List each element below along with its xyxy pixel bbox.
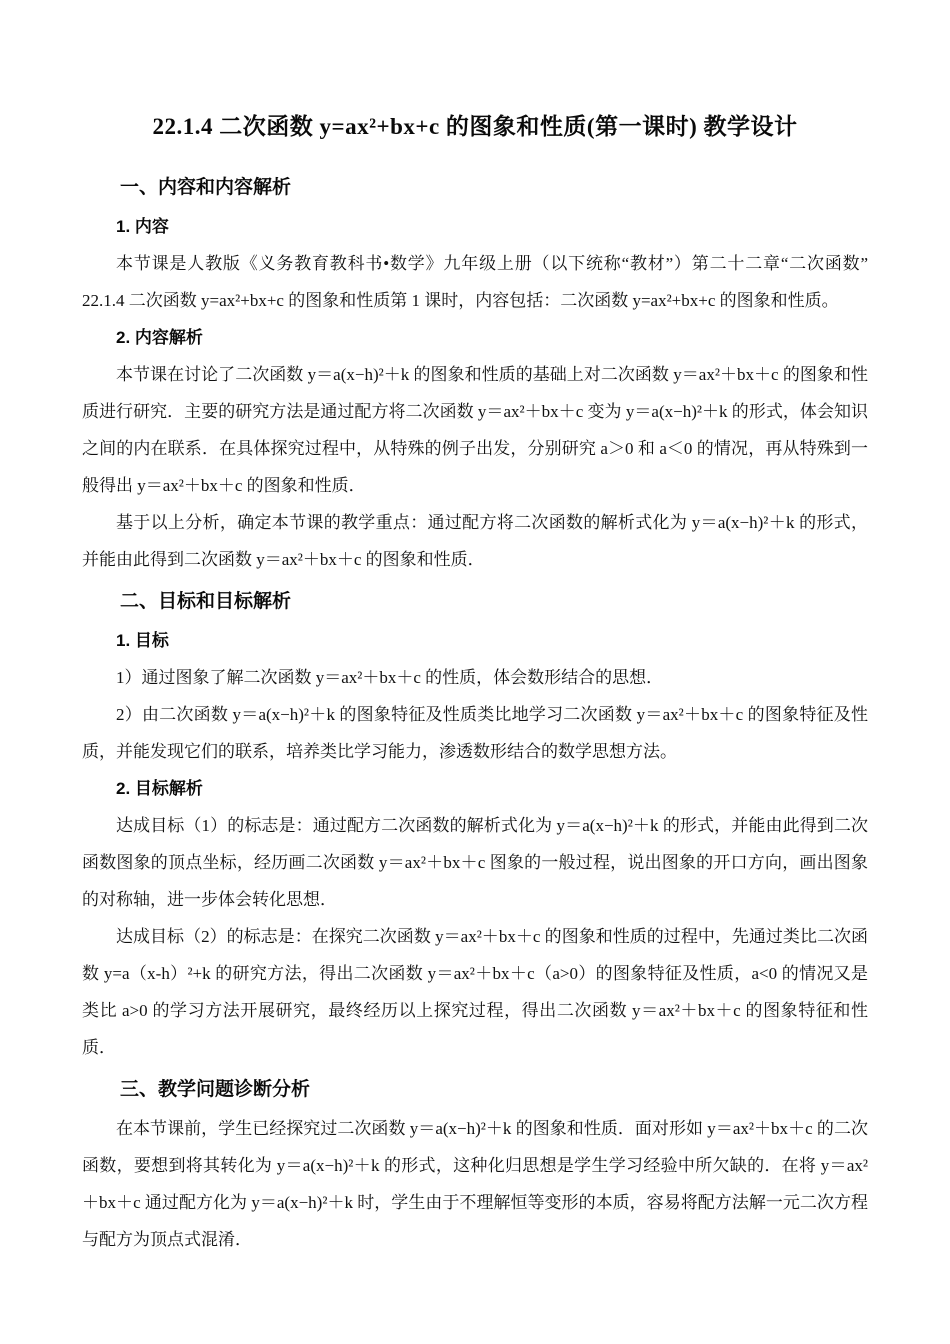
paragraph-goal-analysis-1: 达成目标（1）的标志是：通过配方二次函数的解析式化为 y＝a(x−h)²＋k 的形式，并能由此得到二次函数图象的顶点坐标，经历画二次函数 y＝ax²＋bx＋c 图象的一般过程，说出图象的开口方向，画出图象的对称轴，进一步体会转化思想． (82, 816, 868, 909)
paragraph-goal-2: 2）由二次函数 y＝a(x−h)²＋k 的图象特征及性质类比地学习二次函数 y＝ax²＋bx＋c 的图象特征及性质，并能发现它们的联系，培养类比学习能力，渗透数形结合的数学思想方法。 (82, 705, 868, 761)
paragraph-content-analysis-2: 基于以上分析，确定本节课的教学重点：通过配方将二次函数的解析式化为 y＝a(x−h)²＋k 的形式，并能由此得到二次函数 y＝ax²＋bx＋c 的图象和性质． (82, 513, 868, 569)
paragraph-content-analysis-1: 本节课在讨论了二次函数 y＝a(x−h)²＋k 的图象和性质的基础上对二次函数 y＝ax²＋bx＋c 的图象和性质进行研究．主要的研究方法是通过配方将二次函数 y＝ax²＋bx＋c 变为 y＝a(x−h)²＋k 的形式，体会知识之间的内在联系．在具体探究过程中，从特殊的例子出发，分别研究 a＞0 和 a＜0 的情况，再从特殊到一般得出 y＝ax²＋bx＋c 的图象和性质． (82, 365, 868, 495)
document-title: 22.1.4 二次函数 y=ax²+bx+c 的图象和性质(第一课时) 教学设计 (152, 114, 798, 139)
paragraph-goal-analysis-2: 达成目标（2）的标志是：在探究二次函数 y＝ax²＋bx＋c 的图象和性质的过程中，先通过类比二次函数 y=a（x-h）²+k 的研究方法，得出二次函数 y＝ax²＋bx＋c（a>0）的图象特征及性质，a<0 的情况又是类比 a>0 的学习方法开展研究，最终经历以上探究过程，得出二次函数 y＝ax²＋bx＋c 的图象特征和性质． (82, 927, 868, 1057)
paragraph-content-body: 本节课是人教版《义务教育教科书•数学》九年级上册（以下统称“教材”）第二十二章“二次函数”22.1.4 二次函数 y=ax²+bx+c 的图象和性质第 1 课时，内容包括：二次函数 y=ax²+bx+c 的图象和性质。 (82, 254, 868, 310)
subheading-goals: 1. 目标 (116, 631, 169, 650)
subheading-content-analysis: 2. 内容解析 (116, 328, 203, 347)
subheading-content: 1. 内容 (116, 217, 169, 236)
section-heading-goals: 二、目标和目标解析 (120, 591, 292, 612)
section-heading-content-analysis: 一、内容和内容解析 (120, 177, 292, 198)
subheading-goal-analysis: 2. 目标解析 (116, 779, 203, 798)
section-heading-diagnosis: 三、教学问题诊断分析 (120, 1079, 311, 1100)
paragraph-diagnosis: 在本节课前，学生已经探究过二次函数 y＝a(x−h)²＋k 的图象和性质．面对形如 y＝ax²＋bx＋c 的二次函数，要想到将其转化为 y＝a(x−h)²＋k 的形式，这种化归思想是学生学习经验中所欠缺的．在将 y＝ax²＋bx＋c 通过配方化为 y＝a(x−h)²＋k 时，学生由于不理解恒等变形的本质，容易将配方法解一元二次方程与配方为顶点式混淆． (82, 1119, 868, 1249)
paragraph-goal-1: 1）通过图象了解二次函数 y＝ax²＋bx＋c 的性质，体会数形结合的思想． (116, 668, 664, 687)
